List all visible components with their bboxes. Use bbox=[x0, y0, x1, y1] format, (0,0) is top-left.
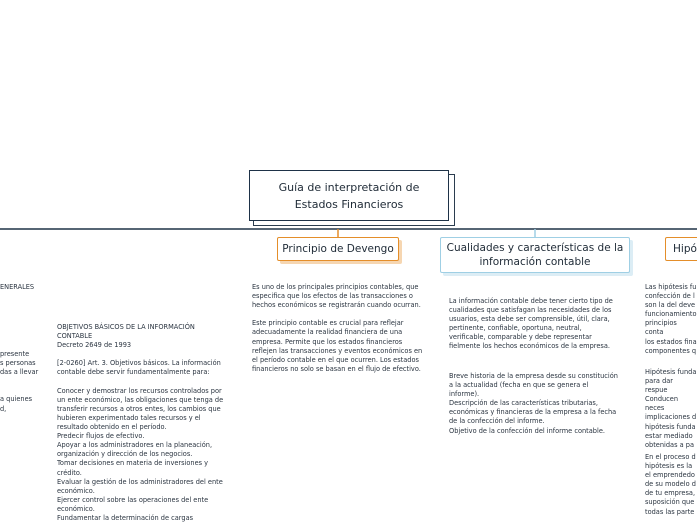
note-devengo: Es uno de los principales principios contables, que especifica que los efectos de las transacciones o hechos económicos se registrarán cuando ocurran. Este principio contable es crucial para reflejar adecuadamente la realidad financiera de una empresa. Permite que los estados financieros reflejen las transacciones y eventos económicos en el período contable en el que ocurren. Los estados financieros no solo se basan en el flujo de efectivo. bbox=[252, 283, 423, 373]
topic-cualidades[interactable] bbox=[440, 237, 630, 273]
topic-principio-devengo[interactable] bbox=[277, 237, 399, 261]
note-left-fragments: presente s personas das a llevar a quienes d, bbox=[0, 350, 39, 413]
central-title-line2: Estados Financieros bbox=[294, 197, 404, 211]
topic-principio-devengo-label: Principio de Devengo bbox=[282, 243, 394, 255]
note-hipotesis-3: En el proceso d hipótesis es la el emprendedo de su modelo d de tu empresa, suposición que todas las parte bbox=[645, 453, 696, 516]
topic-hipotesis[interactable] bbox=[665, 237, 697, 261]
note-left-generales: ENERALES bbox=[0, 283, 35, 291]
central-title-line1: Guía de interpretación de bbox=[278, 180, 420, 194]
topic-hipotesis-label: Hipó bbox=[673, 243, 697, 255]
note-hipotesis-2: Hipótesis funda para dar respue Conducen neces implicaciones d hipótesis funda estar mediado obtenidas a pa bbox=[645, 368, 697, 449]
note-hipotesis-1: Las hipótesis fu confección de l son la del deve funcionamiento principios conta los estados fina componentes q bbox=[645, 283, 697, 355]
note-objetivos: OBJETIVOS BÁSICOS DE LA INFORMACIÓN CONTABLE Decreto 2649 de 1993 [2-0260] Art. 3. Objetivos básicos. La información contable debe servir fundamentalmente para: Conocer y demostrar los recursos controlados por un ente económico, las obligaciones que tenga de transferir recursos a otros entes, los cambios que hubieren experimentado tales recursos y el resultado obtenido en el período. Predecir flujos de efectivo. Apoyar a los administradores en la planeación, organización y dirección de los negocios. Tomar decisiones en materia de inversiones y crédito. Evaluar la gestión de los administradores del ente económico. Ejercer control sobre las operaciones del ente económico. Fundamentar la determinación de cargas bbox=[57, 323, 224, 522]
central-topic[interactable] bbox=[249, 170, 449, 221]
note-cualidades-2: Breve historia de la empresa desde su constitución a la actualidad (fecha en que se genera el informe). Descripción de las características tributarias, económicas y financieras de la empresa a la fecha de la confección del informe. Objetivo de la confección del informe contable. bbox=[449, 372, 618, 435]
topic-cualidades-label: Cualidades y características de la información contable bbox=[446, 242, 624, 268]
note-cualidades-1: La información contable debe tener cierto tipo de cualidades que satisfagan las necesidades de los usuarios, esta debe ser comprensible, útil, clara, pertinente, confiable, oportuna, neutral, verificable, comparable y debe representar fielmente los hechos económicos de la empresa. bbox=[449, 297, 613, 351]
